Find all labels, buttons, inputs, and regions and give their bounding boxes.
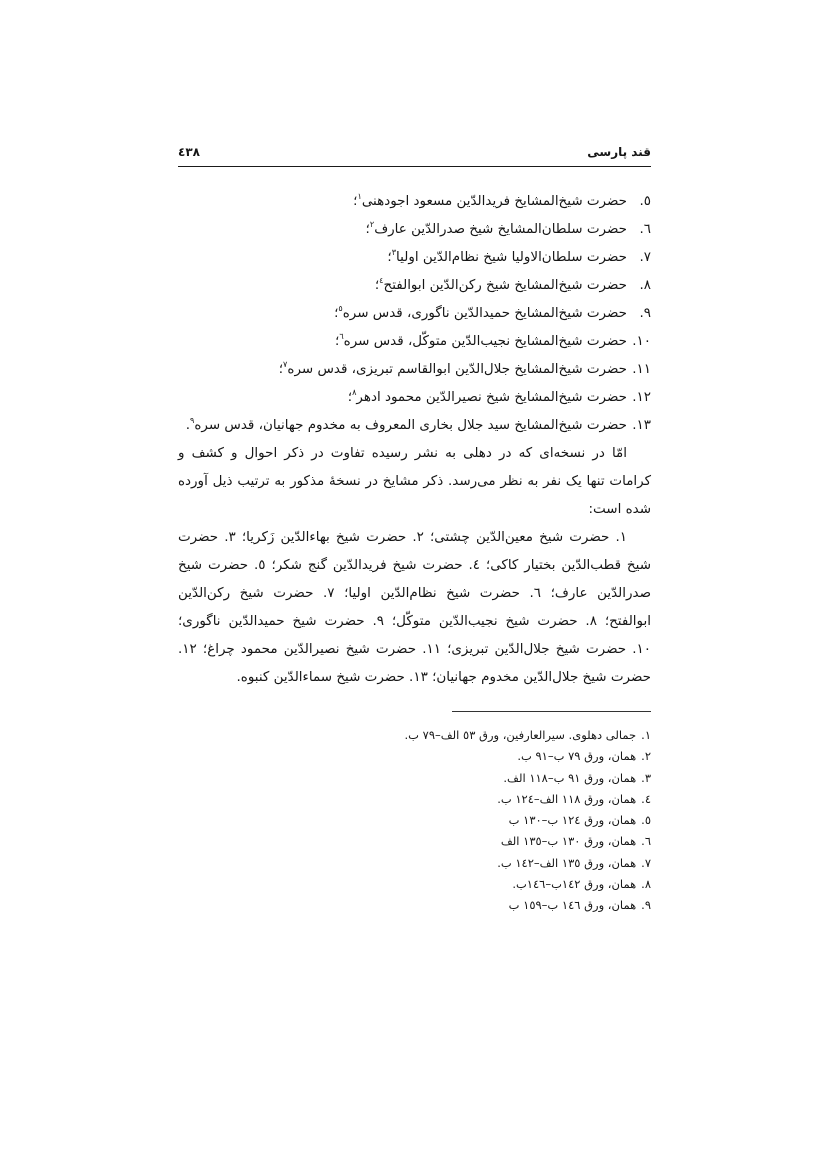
paragraph-line-text: صدرالدّین عارف؛ ٦. حضرت شیخ نظام‌الدّین اولیا؛ ٧. حضرت شیخ رکن‌الدّین: [178, 585, 651, 601]
footnote-number: ٩.: [641, 898, 651, 913]
list-item-punctuation: ؛: [374, 277, 380, 293]
list-item-text: حضرت شیخ‌المشایخ شیخ رکن‌الدّین ابوالفتح: [383, 277, 627, 293]
footnote-text: همان، ورق ١٢٤ ب–١٣٠ ب: [508, 813, 637, 828]
list-item-punctuation: ؛: [347, 389, 353, 405]
list-item: [178, 383, 651, 411]
list-item-number: ١٢.: [632, 389, 651, 405]
footnote: [178, 725, 651, 746]
footnote: [178, 768, 651, 789]
list-item-number: ٥.: [639, 193, 651, 209]
footnote-text: همان، ورق ١٣٥ الف–١٤٢ ب.: [497, 855, 637, 870]
list-item-text: حضرت شیخ‌المشایخ جلال‌الدّین ابوالقاسم تبریزی، قدس سره: [287, 361, 627, 377]
footnote-text: همان، ورق ١٣٠ ب–١٣٥ الف: [500, 834, 637, 849]
footnote-number: ٣.: [641, 770, 651, 785]
main-text: [178, 187, 651, 691]
footnote-text: همان، ورق ١٤٦ ب–١٥٩ ب: [508, 898, 637, 913]
footnote: [178, 853, 651, 874]
paragraph-line-text: حضرت شیخ جلال‌الدّین مخدوم جهانیان؛ ١٣. حضرت شیخ سماءالدّین کنبوه.: [236, 669, 651, 685]
journal-title: قند پارسی: [587, 145, 651, 159]
footnote-number: ٨.: [641, 877, 651, 892]
list-item-content: [334, 302, 651, 321]
footnote-ref: ٦: [339, 330, 344, 341]
paragraph-line-text: کرامات تنها یک نفر به نظر می‌رسد. ذکر مشایخ در نسخهٔ مذکور به ترتیب ذیل آورده: [178, 473, 651, 489]
paragraph-line: [178, 663, 651, 691]
footnote-text: همان، ورق ٧٩ ب–٩١ ب.: [517, 749, 637, 764]
paragraph-line: [178, 467, 651, 495]
paragraph-line: [178, 439, 651, 467]
footnote-ref: ٩: [189, 414, 195, 425]
footnote-text: جمالی دهلوی. سیرالعارفین، ورق ٥٣ الف–٧٩ ب.: [404, 728, 637, 742]
paragraph-line: [178, 523, 651, 551]
list-item: [178, 243, 651, 271]
footnote-rule: [452, 711, 651, 712]
list-item: [178, 187, 651, 215]
footnote-text: همان، ورق ١١٨ الف–١٢٤ ب.: [497, 791, 637, 806]
paragraph-line-text: امّا در نسخه‌ای که در دهلی به نشر رسیده تفاوت در ذکر احوال و کشف و: [178, 445, 627, 461]
paragraph-line: [178, 579, 651, 607]
list-item-punctuation: ؛: [353, 193, 358, 209]
list-item-number: ٦.: [639, 221, 651, 237]
footnote-number: ١.: [641, 728, 651, 742]
list-item-number: ٧.: [639, 249, 651, 265]
paragraph-line-text: شیخ قطب‌الدّین بختیار کاکی؛ ٤. حضرت شیخ فریدالدّین گنج شکر؛ ٥. حضرت شیخ: [178, 557, 651, 573]
footnote-number: ٦.: [641, 834, 651, 849]
footnote-ref: ٨: [352, 386, 357, 397]
paragraph-line-text: شده است:: [588, 501, 651, 517]
list-item-content: [387, 246, 651, 265]
list-item-text: حضرت سلطان‌المشایخ شیخ صدرالدّین عارف: [374, 221, 627, 237]
list-item-content: [365, 218, 651, 237]
list-item-text: حضرت شیخ‌المشایخ شیخ نصیرالدّین محمود ادهر: [356, 389, 627, 405]
list-item-number: ١١.: [632, 361, 651, 377]
paragraph-line: [178, 635, 651, 663]
list-item-punctuation: ؛: [334, 305, 339, 321]
paragraph-line-text: ١٠. حضرت شیخ جلال‌الدّین تبریزی؛ ١١. حضرت شیخ نصیرالدّین محمود چراغ؛ ١٢.: [178, 641, 651, 657]
list-item-content: [353, 190, 651, 209]
list-item-punctuation: .: [185, 417, 190, 433]
paragraph-line-text: ١. حضرت شیخ معین‌الدّین چشتی؛ ٢. حضرت شیخ بهاءالدّین زَکریا؛ ٣. حضرت: [178, 529, 627, 545]
list-item: [178, 299, 651, 327]
footnote-number: ٢.: [641, 749, 651, 764]
list-item-text: حضرت شیخ‌المشایخ حمیدالدّین ناگوری، قدس سره: [342, 305, 627, 321]
list-item-content: [374, 274, 651, 293]
list-item-content: [278, 358, 651, 377]
list-item-punctuation: ؛: [365, 221, 370, 237]
footnote-number: ٤.: [641, 791, 651, 806]
footnote-number: ٥.: [641, 813, 651, 828]
list-item: [178, 355, 651, 383]
list-item-text: حضرت سلطان‌الاولیا شیخ نظام‌الدّین اولیا: [396, 249, 627, 265]
footnote-ref: ٧: [283, 358, 288, 369]
paragraph-delhi-list: [178, 523, 651, 691]
paragraph-manuscript-note: [178, 439, 651, 523]
footnote-ref: ٥: [338, 302, 343, 313]
paragraph-line: [178, 551, 651, 579]
footnote-text: همان، ورق ١٤٢ب–١٤٦ب.: [512, 877, 637, 892]
footnote: [178, 831, 651, 852]
list-item: [178, 215, 651, 243]
masters-list: [178, 187, 651, 439]
list-item: [178, 411, 651, 439]
page-number: ٤٣٨: [178, 145, 200, 159]
footnote: [178, 895, 651, 916]
footnote: [178, 789, 651, 810]
paragraph-line-text: ابوالفتح؛ ٨. حضرت شیخ نجیب‌الدّین متوکّل؛ ٩. حضرت شیخ حمیدالدّین ناگوری؛: [178, 613, 651, 629]
list-item-content: [185, 414, 651, 433]
list-item-number: ٨.: [639, 277, 651, 293]
header-rule: [178, 166, 651, 167]
list-item-punctuation: ؛: [387, 249, 392, 265]
list-item-text: حضرت شیخ‌المشایخ سید جلال بخاری المعروف به مخدوم جهانیان، قدس سره: [194, 417, 627, 433]
footnote: [178, 746, 651, 767]
running-header: [178, 143, 651, 161]
list-item-number: ٩.: [639, 305, 651, 321]
footnote-ref: ٣: [391, 246, 397, 257]
list-item-number: ١٠.: [632, 333, 651, 349]
list-item-text: حضرت شیخ‌المشایخ فریدالدّین مسعود اجودهنی: [361, 193, 627, 209]
list-item-number: ١٣.: [632, 417, 651, 433]
list-item: [178, 327, 651, 355]
paragraph-line: [178, 495, 651, 523]
footnote: [178, 874, 651, 895]
list-item-content: [335, 330, 651, 349]
footnotes: [178, 725, 651, 917]
paragraph-line: [178, 607, 651, 635]
list-item-punctuation: ؛: [335, 333, 340, 349]
list-item: [178, 271, 651, 299]
list-item-punctuation: ؛: [278, 361, 284, 377]
footnote: [178, 810, 651, 831]
footnote-text: همان، ورق ٩١ ب–١١٨ الف.: [503, 770, 637, 785]
footnote-ref: ٢: [369, 218, 375, 229]
list-item-text: حضرت شیخ‌المشایخ نجیب‌الدّین متوکّل، قدس سره: [343, 333, 627, 349]
footnote-number: ٧.: [641, 855, 651, 870]
footnote-ref: ١: [357, 190, 362, 201]
footnote-ref: ٤: [379, 274, 384, 285]
list-item-content: [347, 386, 651, 405]
